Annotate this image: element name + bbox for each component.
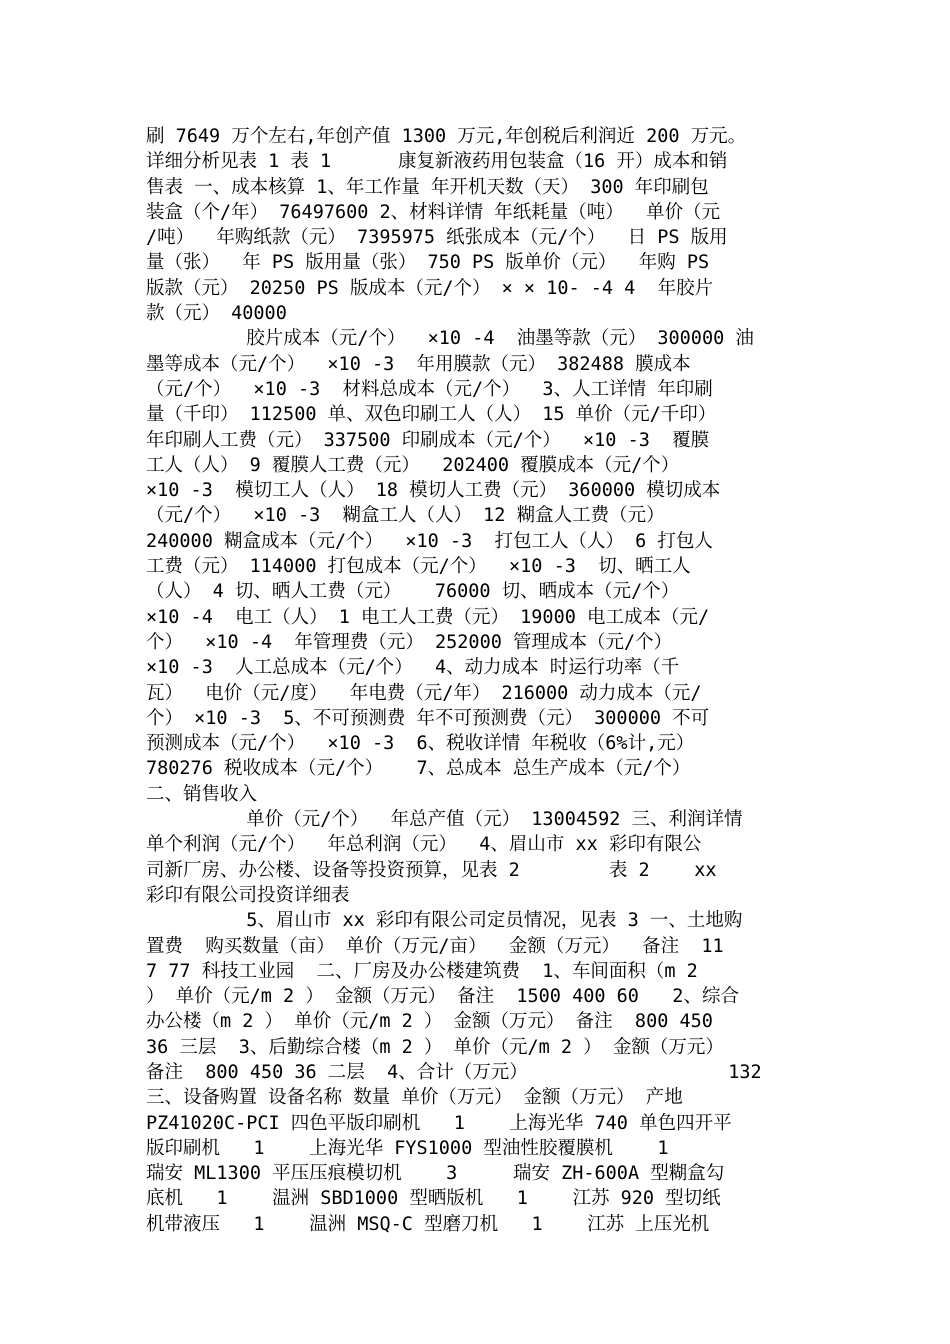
body-text (146, 124, 810, 1237)
text-line: 置费 购买数量（亩） 单价（万元/亩） 金额（万元） 备注 11 (146, 935, 724, 957)
text-line: 底机 1 温洲 SBD1000 型晒版机 1 江苏 920 型切纸 (146, 1188, 721, 1210)
text-line: 瑞安 ML1300 平压压痕模切机 3 瑞安 ZH-600A 型糊盒勾 (146, 1163, 725, 1185)
text-line: 三、设备购置 设备名称 数量 单价（万元） 金额（万元） 产地 (146, 1087, 683, 1109)
text-line: 单个利润（元/个） 年总利润（元） 4、眉山市 xx 彩印有限公 (146, 834, 702, 856)
text-line: 瓦） 电价（元/度） 年电费（元/年） 216000 动力成本（元/ (146, 682, 702, 704)
text-line: 预测成本（元/个） ×10 -3 6、税收详情 年税收（6%计,元） (146, 733, 695, 755)
text-line: 胶片成本（元/个） ×10 -4 油墨等款（元） 300000 油 (146, 328, 754, 350)
text-line: 780276 税收成本（元/个） 7、总成本 总生产成本（元/个） (146, 758, 691, 780)
text-line: 备注 800 450 36 二层 4、合计（万元） 132 (146, 1061, 762, 1083)
text-line: ×10 -3 人工总成本（元/个） 4、动力成本 时运行功率（千 (146, 657, 680, 679)
text-line: 7 77 科技工业园 二、厂房及办公楼建筑费 1、车间面积（m 2 (146, 960, 698, 982)
text-line: 版款（元） 20250 PS 版成本（元/个） × × 10- -4 4 年胶片 (146, 277, 714, 299)
text-line: 款（元） 40000 (146, 303, 287, 325)
text-line: 墨等成本（元/个） ×10 -3 年用膜款（元） 382488 膜成本 (146, 353, 691, 375)
text-line: PZ41020C-PCI 四色平版印刷机 1 上海光华 740 单色四开平 (146, 1112, 732, 1134)
text-line: 售表 一、成本核算 1、年工作量 年开机天数（天） 300 年印刷包 (146, 176, 709, 198)
text-line: 版印刷机 1 上海光华 FYS1000 型油性胶覆膜机 1 (146, 1137, 669, 1159)
text-line: 详细分析见表 1 表 1 康复新液药用包装盒（16 开）成本和销 (146, 151, 728, 173)
text-line: 量（千印） 112500 单、双色印刷工人（人） 15 单价（元/千印） (146, 404, 717, 426)
text-line: ×10 -4 电工（人） 1 电工人工费（元） 19000 电工成本（元/ (146, 606, 710, 628)
text-line: 36 三层 3、后勤综合楼（m 2 ） 单价（元/m 2 ） 金额（万元） (146, 1036, 724, 1058)
text-line: （元/个） ×10 -3 糊盒工人（人） 12 糊盒人工费（元） (146, 505, 665, 527)
text-line: 个） ×10 -4 年管理费（元） 252000 管理成本（元/个） (146, 631, 673, 653)
text-line: 彩印有限公司投资详细表 (146, 884, 350, 906)
text-line: 单价（元/个） 年总产值（元） 13004592 三、利润详情 (146, 809, 743, 831)
text-line: （元/个） ×10 -3 材料总成本（元/个） 3、人工详情 年印刷 (146, 378, 713, 400)
text-line: 个） ×10 -3 5、不可预测费 年不可预测费（元） 300000 不可 (146, 707, 710, 729)
text-line: （人） 4 切、晒人工费（元） 76000 切、晒成本（元/个） (146, 581, 680, 603)
text-line: 年印刷人工费（元） 337500 印刷成本（元/个） ×10 -3 覆膜 (146, 429, 710, 451)
text-line: 工费（元） 114000 打包成本（元/个） ×10 -3 切、晒工人 (146, 556, 691, 578)
text-line: /吨） 年购纸款（元） 7395975 纸张成本（元/个） 日 PS 版用 (146, 227, 728, 249)
text-line: 量（张） 年 PS 版用量（张） 750 PS 版单价（元） 年购 PS (146, 252, 710, 274)
text-line: 机带液压 1 温洲 MSQ-C 型磨刀机 1 江苏 上压光机 (146, 1213, 710, 1235)
text-line: 办公楼（m 2 ） 单价（元/m 2 ） 金额（万元） 备注 800 450 (146, 1011, 713, 1033)
text-line: 二、销售收入 (146, 783, 258, 805)
text-line: 5、眉山市 xx 彩印有限公司定员情况，见表 3 一、土地购 (146, 910, 743, 932)
text-line: 工人（人） 9 覆膜人工费（元） 202400 覆膜成本（元/个） (146, 454, 680, 476)
text-line: 刷 7649 万个左右,年创产值 1300 万元,年创税后利润近 200 万元。 (146, 126, 747, 147)
text-line: ） 单价（元/m 2 ） 金额（万元） 备注 1500 400 60 2、综合 (146, 986, 739, 1008)
text-line: 司新厂房、办公楼、设备等投资预算，见表 2 表 2 xx (146, 859, 717, 881)
text-line: 装盒（个/年） 76497600 2、材料详情 年纸耗量（吨） 单价（元 (146, 201, 721, 223)
text-line: 240000 糊盒成本（元/个） ×10 -3 打包工人（人） 6 打包人 (146, 530, 713, 552)
text-line: ×10 -3 模切工人（人） 18 模切人工费（元） 360000 模切成本 (146, 480, 721, 502)
